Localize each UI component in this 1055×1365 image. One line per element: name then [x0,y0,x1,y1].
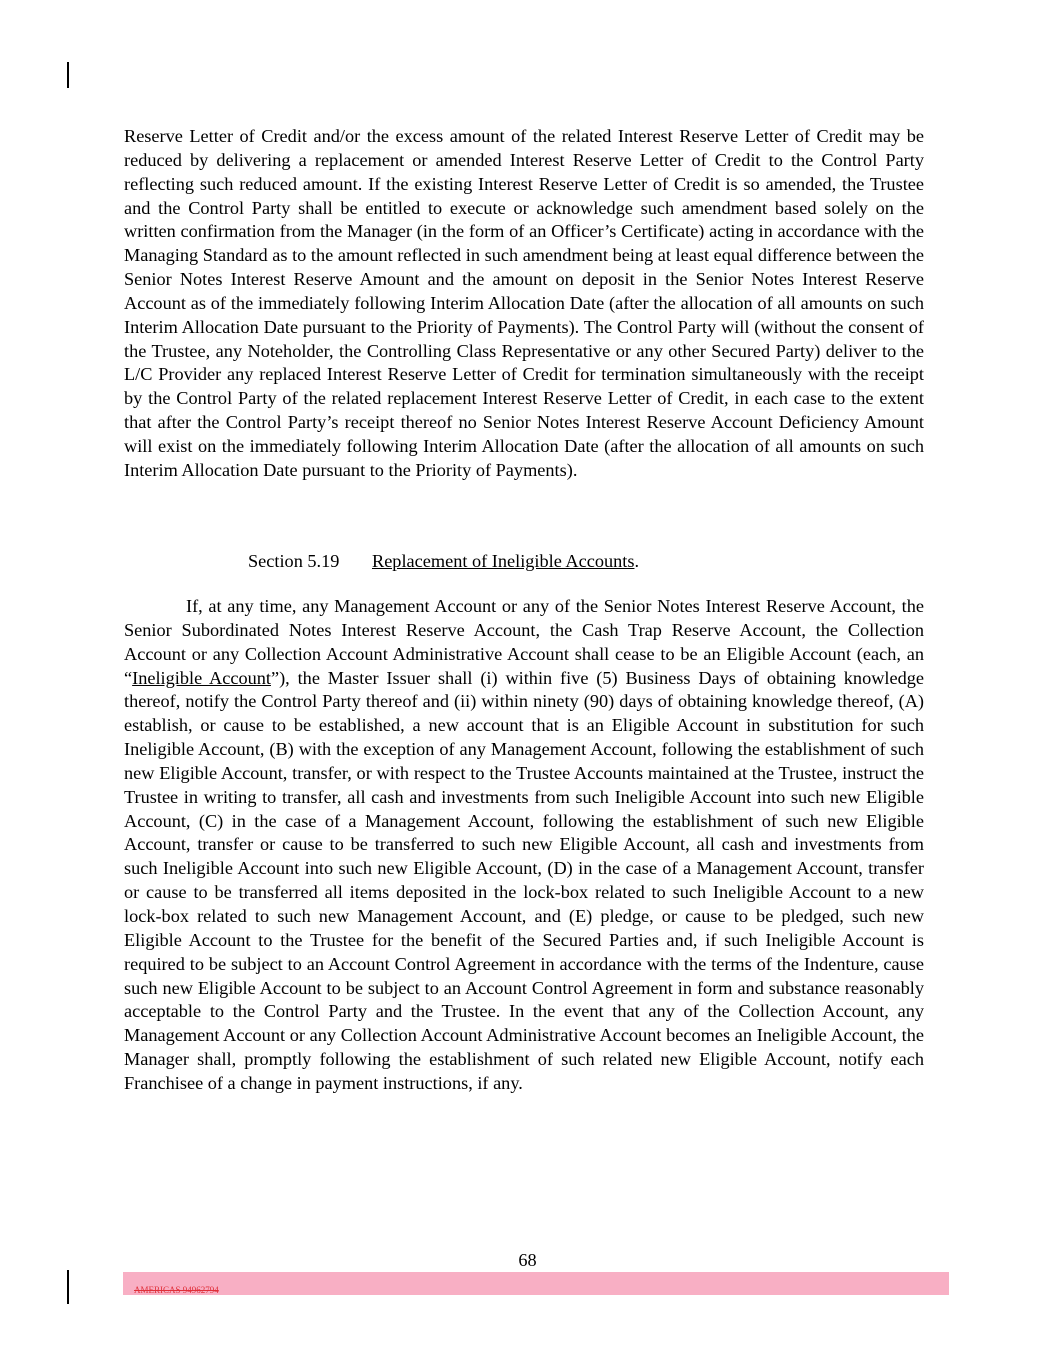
section-heading [248,550,639,574]
paragraph-continuation: Reserve Letter of Credit and/or the excess amount of the related Interest Reserve Letter of Credit may be reduced by delivering a replacement or amended Interest Reserve Letter of Credit to the Control Party reflecting such reduced amount. If the existing Interest Reserve Letter of Credit is so amended, the Trustee and the Control Party shall be entitled to execute or acknowledge such amendment based solely on the written confirmation from the Manager (in the form of an Officer’s Certificate) acting in accordance with the Managing Standard as to the amount reflected in such amendment being at least equal difference between the Senior Notes Interest Reserve Amount and the amount on deposit in the Senior Notes Interest Reserve Account as of the immediately following Interim Allocation Date (after the allocation of all amounts on such Interim Allocation Date pursuant to the Priority of Payments). The Control Party will (without the consent of the Trustee, any Noteholder, the Controlling Class Representative or any other Secured Party) deliver to the L/C Provider any replaced Interest Reserve Letter of Credit for termination simultaneously with the receipt by the Control Party of the related replacement Interest Reserve Letter of Credit, in each case to the extent that after the Control Party’s receipt thereof no Senior Notes Interest Reserve Account Deficiency Amount will exist on the immediately following Interim Allocation Date (after the allocation of all amounts on such Interim Allocation Date pursuant to the Priority of Payments). [124,126,924,480]
section-title: Replacement of Ineligible Accounts [372,551,635,571]
footer-document-code: AMERICAS 94962794 [134,1285,219,1295]
paragraph-text-rest: ”), the Master Issuer shall (i) within five (5) Business Days of obtaining knowledge thereof, notify the Control Party thereof and (ii) within ninety (90) days of obtaining knowledge thereof, (A) establish, or cause to be established, a new account that is an Eligible Account in substitution for such Ineligible Account, (B) with the exception of any Management Account, following the establishment of such new Eligible Account, transfer, or with respect to the Trustee Accounts maintained at the Trustee, instruct the Trustee in writing to transfer, all cash and investments from such Ineligible Account into such new Eligible Account, (C) in the case of a Management Account, following the establishment of such new Eligible Account, transfer or cause to be transferred to such new Eligible Account, all cash and investments from such Ineligible Account into such new Eligible Account, (D) in the case of a Management Account, transfer or cause to be transferred all items deposited in the lock-box related to such Ineligible Account to a new lock-box related to such new Management Account, and (E) pledge, or cause to be pledged, such new Eligible Account to the Trustee for the benefit of the Secured Parties and, if such Ineligible Account is required to be subject to an Account Control Agreement in accordance with the terms of the Indenture, cause such new Eligible Account to be subject to an Account Control Agreement in form and substance reasonably acceptable to the Control Party and the Trustee. In the event that any of the Collection Account, any Management Account or any Collection Account Administrative Account becomes an Ineligible Account, the Manager shall, promptly following the establishment of such related new Eligible Account, notify each Franchisee of a change in payment instructions, if any. [124,667,925,1093]
section-title-period: . [634,551,640,571]
defined-term-ineligible-account: Ineligible Account [132,667,271,688]
change-bar-bottom [67,1270,69,1304]
footer-band [123,1272,949,1295]
paragraph-text-start: If, at any time, any Management Account or any of the Senior Notes Interest Reserve Account, the Senior Subordinated Notes Interest Reserve Account, the Cash Trap Reserve Account, the Collection Account or any Collection Account Administrative Account shall cease to be an Eligible Account (each, an “ [124,596,924,688]
change-bar-top [67,62,69,88]
paragraph-ineligible-accounts [124,595,924,1096]
section-number: Section 5.19 [248,551,340,571]
page-number: 68 [518,1250,537,1270]
